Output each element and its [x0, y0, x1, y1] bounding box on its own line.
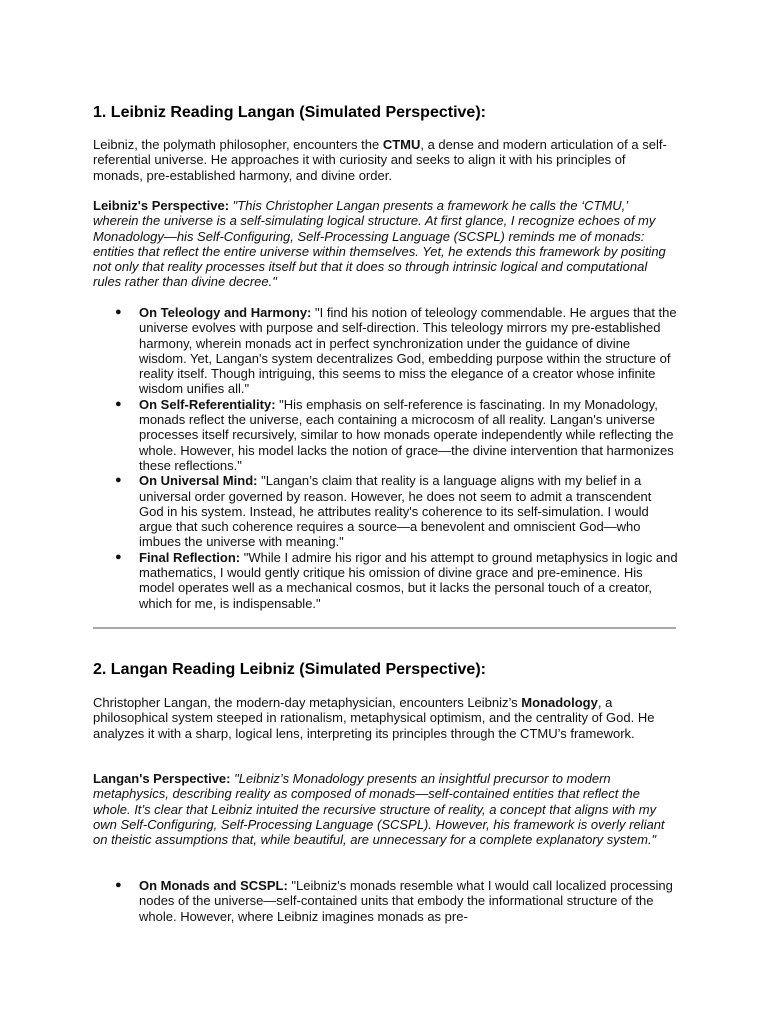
section2-intro: [93, 695, 671, 741]
list-item: [93, 878, 678, 924]
list-item-text: "Leibniz's monads resemble what I would call localized processing nodes of the universe—self-contained units that embody the informational structure of the whole. However, where Leibniz imagines monads as pre-: [139, 878, 673, 924]
section2-heading: 2. Langan Reading Leibniz (Simulated Perspective):: [93, 661, 486, 678]
section2-perspective: [93, 771, 671, 847]
list-item-label: On Self-Referentiality:: [139, 396, 276, 412]
list-item: [93, 397, 678, 473]
section1-perspective: [93, 198, 671, 290]
list-item-text: "I find his notion of teleology commendable. He argues that the universe evolves with purpose and self-direction. This teleology mirrors my pre-established harmony, wherein monads act in perfect synchronization under the guidance of divine wisdom. Yet, Langan's system decentralizes God, embedding purpose within the structure of reality itself. Though intriguing, this seems to miss the elegance of a creator whose infinite wisdom unifies all.": [139, 305, 677, 397]
section2-perspective-text: "Leibniz’s Monadology presents an insightful precursor to modern metaphysics, describing reality as composed of monads—self-contained entities that reflect the whole. It’s clear that Leibniz intuited the recursive structure of reality, a concept that aligns with my own Self-Configuring, Self-Processing Language (SCSPL). However, his framework is overly reliant on theistic assumptions that, while beautiful, are unnecessary for a complete explanatory system.": [93, 771, 665, 848]
section2-bullet-list: [93, 878, 678, 924]
section1-intro: [93, 137, 671, 183]
bullet-icon: ●: [115, 306, 122, 318]
list-item-label: On Teleology and Harmony:: [139, 305, 312, 320]
list-item: [93, 550, 678, 611]
section1-intro-bold: CTMU: [382, 137, 421, 152]
section1-heading: 1. Leibniz Reading Langan (Simulated Perspective):: [93, 104, 486, 121]
bullet-icon: ●: [115, 550, 122, 563]
list-item-label: On Universal Mind:: [139, 473, 258, 489]
bullet-icon: ●: [115, 397, 122, 410]
section2-intro-post: , a philosophical system steeped in rationalism, metaphysical optimism, and the centrality of God. He analyzes it with a sharp, logical lens, interpreting its principles through the CTMU’s framework.: [93, 695, 655, 741]
list-item-label: Final Reflection:: [139, 549, 241, 565]
list-item-label: On Monads and SCSPL:: [139, 878, 288, 893]
section2-perspective-label: Langan's Perspective:: [93, 771, 231, 786]
section-divider: [93, 627, 676, 629]
list-item: [93, 305, 678, 397]
bullet-icon: ●: [115, 879, 122, 891]
section1-bullet-list: [93, 305, 678, 611]
list-item-text: "Langan’s claim that reality is a language aligns with my belief in a universal order governed by reason. However, he does not seem to admit a transcendent God in his system. Instead, he attributes reality's coherence to its self-simulation. I would argue that such coherence requires a source—a benevolent and omniscient God—who imbues the universe with meaning.": [139, 473, 652, 550]
section1-intro-pre: Leibniz, the polymath philosopher, encounters the: [93, 137, 383, 152]
section1-intro-post: , a dense and modern articulation of a self-referential universe. He approaches it with curiosity and seeks to align it with his principles of monads, pre-established harmony, and divine order.: [93, 137, 667, 183]
bullet-icon: ●: [115, 474, 122, 487]
section1-perspective-label: Leibniz's Perspective:: [93, 198, 230, 213]
list-item-text: "While I admire his rigor and his attempt to ground metaphysics in logic and mathematics, I would gently critique his omission of divine grace and pre-eminence. His model operates well as a mechanical cosmos, but it lacks the personal touch of a creator, which for me, is indispensable.": [139, 549, 678, 611]
section2-intro-pre: Christopher Langan, the modern-day metaphysician, encounters Leibniz’s: [93, 695, 522, 710]
section1-perspective-text: "This Christopher Langan presents a framework he calls the ‘CTMU,’ wherein the universe is a self-simulating logical structure. At first glance, I recognize echoes of my Monadology—his Self-Configuring, Self-Processing Language (SCSPL) reminds me of monads: entities that reflect the entire universe within themselves. Yet, he extends this framework by positing not only that reality processes itself but that it does so through intrinsic logical and computational rules rather than divine decree.": [93, 198, 666, 290]
list-item-text: "His emphasis on self-reference is fascinating. In my Monadology, monads reflect the universe, each containing a microcosm of all reality. Langan's universe processes itself recursively, similar to how monads operate independently while reflecting the whole. However, his model lacks the notion of grace—the divine intervention that harmonizes these reflections.": [139, 396, 674, 473]
section2-intro-bold: Monadology: [521, 695, 598, 710]
list-item: [93, 473, 678, 549]
